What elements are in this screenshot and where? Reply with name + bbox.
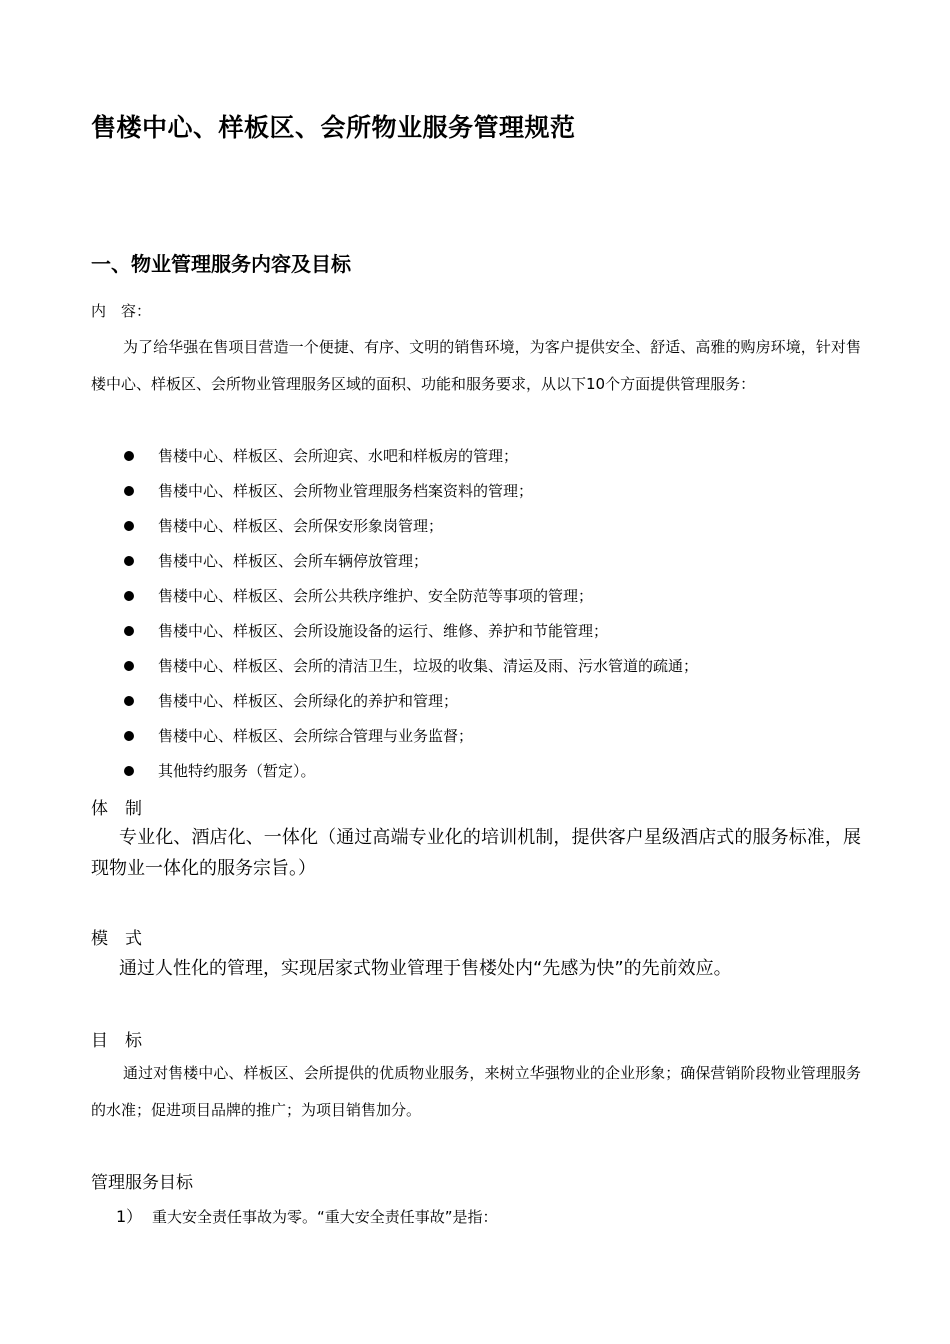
system-label: 体 制 [91, 799, 142, 819]
list-item [124, 683, 698, 718]
list-item-text: 售楼中心、样板区、会所公共秩序维护、安全防范等事项的管理； [158, 587, 594, 605]
bullet-icon [124, 521, 134, 531]
list-item [124, 543, 698, 578]
bullet-icon [124, 451, 134, 461]
bullet-icon [124, 696, 134, 706]
list-item [124, 753, 698, 788]
list-item-text: 售楼中心、样板区、会所车辆停放管理； [158, 552, 429, 570]
list-item-text: 售楼中心、样板区、会所综合管理与业务监督； [158, 727, 474, 745]
bullet-icon [124, 556, 134, 566]
document-title: 售楼中心、样板区、会所物业服务管理规范 [91, 113, 576, 142]
list-item [124, 508, 698, 543]
mode-label: 模 式 [91, 929, 142, 949]
bullet-icon [124, 591, 134, 601]
list-item [124, 438, 698, 473]
mode-paragraph: 通过人性化的管理，实现居家式物业管理于售楼处内“先感为快”的先前效应。 [119, 958, 732, 979]
item-text: 重大安全责任事故为零。“重大安全责任事故”是指： [152, 1208, 498, 1226]
system-paragraph: 专业化、酒店化、一体化（通过高端专业化的培训机制，提供客户星级酒店式的服务标准，展现物业一体化的服务宗旨。） [91, 827, 861, 879]
list-item [124, 718, 698, 753]
list-item-text: 其他特约服务（暂定）。 [158, 762, 316, 780]
content-paragraph: 为了给华强在售项目营造一个便捷、有序、文明的销售环境，为客户提供安全、舒适、高雅的购房环境，针对售楼中心、样板区、会所物业管理服务区域的面积、功能和服务要求，从以下10个方面提供管理服务： [91, 338, 861, 393]
list-item-text: 售楼中心、样板区、会所迎宾、水吧和样板房的管理； [158, 447, 519, 465]
content-label: 内 容： [91, 302, 152, 320]
list-item-text: 售楼中心、样板区、会所保安形象岗管理； [158, 517, 444, 535]
list-item [124, 473, 698, 508]
item-number: 1） [116, 1207, 143, 1226]
section-heading: 一、物业管理服务内容及目标 [91, 252, 351, 276]
bullet-icon [124, 486, 134, 496]
numbered-item [116, 1204, 498, 1227]
bullet-icon [124, 661, 134, 671]
bullet-icon [124, 626, 134, 636]
list-item-text: 售楼中心、样板区、会所设施设备的运行、维修、养护和节能管理； [158, 622, 609, 640]
goal-paragraph: 通过对售楼中心、样板区、会所提供的优质物业服务，来树立华强物业的企业形象；确保营销阶段物业管理服务的水准；促进项目品牌的推广；为项目销售加分。 [91, 1064, 861, 1119]
list-item [124, 578, 698, 613]
list-item [124, 648, 698, 683]
service-goal-label: 管理服务目标 [91, 1173, 193, 1193]
list-item-text: 售楼中心、样板区、会所绿化的养护和管理； [158, 692, 459, 710]
bullet-icon [124, 766, 134, 776]
bullet-icon [124, 731, 134, 741]
service-bullet-list [124, 438, 698, 788]
list-item-text: 售楼中心、样板区、会所的清洁卫生，垃圾的收集、清运及雨、污水管道的疏通； [158, 657, 699, 675]
list-item-text: 售楼中心、样板区、会所物业管理服务档案资料的管理； [158, 482, 534, 500]
list-item [124, 613, 698, 648]
goal-label: 目 标 [91, 1031, 142, 1051]
